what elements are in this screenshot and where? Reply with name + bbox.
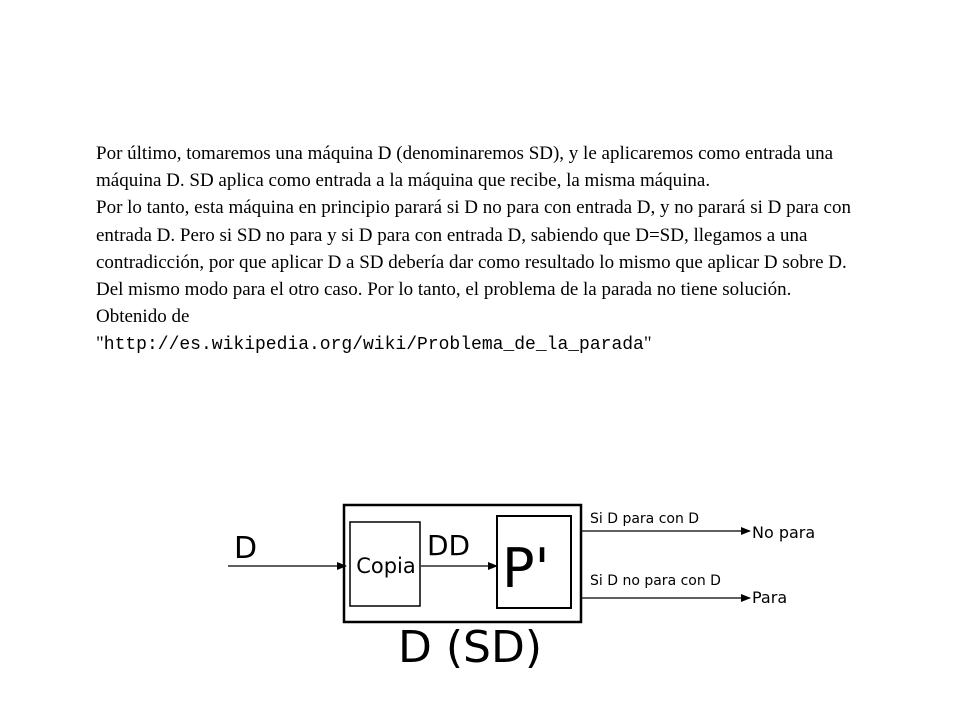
copy-label: Copia: [356, 554, 416, 578]
paragraph-2: Por lo tanto, esta máquina en principio parará si D no para con entrada D, y no parará si D para con entrada D. Pero si SD no para y si D para con entrada D, sabiendo que D=SD, llegamos a una contradicción, por que aplicar D a SD debería dar como resultado lo mismo que aplicar D sobre D.: [96, 197, 851, 273]
top-condition-label: Si D para con D: [590, 511, 700, 527]
pipe-label: DD: [427, 529, 471, 562]
paragraph-3: Del mismo modo para el otro caso. Por lo tanto, el problema de la parada no tiene solución.: [96, 279, 792, 301]
top-result-label: No para: [752, 523, 816, 542]
source-line: "http://es.wikipedia.org/wiki/Problema_de_la_parada": [96, 333, 652, 356]
paragraph-1: Por último, tomaremos una máquina D (denominaremos SD), y le aplicaremos como entrada una máquina D. SD aplica como entrada a la máquina que recibe, la misma máquina.: [96, 143, 834, 192]
input-label: D: [234, 531, 258, 566]
bottom-condition-label: Si D no para con D: [590, 573, 721, 589]
bottom-result-label: Para: [752, 588, 788, 607]
source-url: http://es.wikipedia.org/wiki/Problema_de_la_parada: [103, 335, 644, 356]
source-prefix: Obtenido de: [96, 306, 190, 328]
outer-label: D (SD): [398, 622, 543, 673]
program-label: P': [502, 537, 550, 600]
